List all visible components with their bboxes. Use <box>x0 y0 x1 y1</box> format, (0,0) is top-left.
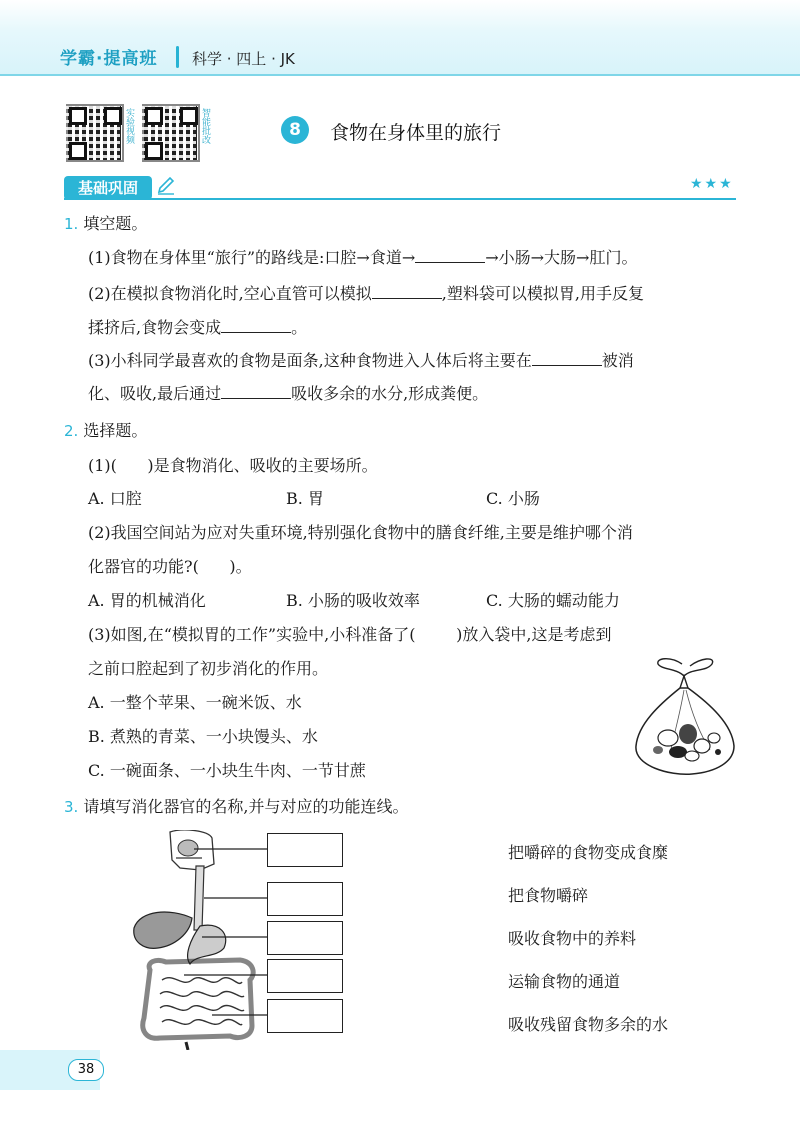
organ-name-box-1[interactable] <box>267 833 343 867</box>
q1-sub2-text-cont: 揉挤后,食物会变成 <box>88 318 222 337</box>
q2-p2-option-c[interactable]: C. 大肠的蠕动能力 <box>486 591 620 610</box>
brand-logo: 学霸·提高班 <box>60 49 158 69</box>
organ-name-box-2[interactable] <box>267 882 343 916</box>
difficulty-stars: ★★★ <box>690 176 734 192</box>
q2-p1-option-c[interactable]: C. 小肠 <box>486 489 540 508</box>
q1-sub2-text-end: 。 <box>291 318 308 337</box>
q1-number: 1. <box>64 215 79 233</box>
lesson-title: 食物在身体里的旅行 <box>330 122 502 144</box>
q2-p3-option-b[interactable]: B. 煮熟的青菜、一小块馒头、水 <box>88 727 318 746</box>
qr-label-grading: 智能批改 <box>200 108 210 144</box>
q1-sub3-text-end: 吸收多余的水分,形成粪便。 <box>291 384 489 403</box>
q2-title: 选择题。 <box>83 421 148 440</box>
q2-p3-stem: (3)如图,在“模拟胃的工作”实验中,小科准备了( )放入袋中,这是考虑到 <box>88 625 612 644</box>
q2-p3-option-a[interactable]: A. 一整个苹果、一碗米饭、水 <box>88 693 302 712</box>
q2-p3-option-c[interactable]: C. 一碗面条、一小块生牛肉、一节甘蔗 <box>88 761 366 780</box>
q2-number: 2. <box>64 422 79 440</box>
q1-sub1-text: (1)食物在身体里“旅行”的路线是:口腔→食道→ <box>88 248 416 267</box>
organ-name-box-4[interactable] <box>267 959 343 993</box>
q2-p2-stem-cont: 化器官的功能?( )。 <box>88 557 252 576</box>
q2-p2-stem: (2)我国空间站为应对失重环境,特别强化食物中的膳食纤维,主要是维护哪个消 <box>88 523 633 542</box>
function-item[interactable]: 运输食物的通道 <box>508 972 621 991</box>
organ-name-box-3[interactable] <box>267 921 343 955</box>
q2-p1-stem: (1)( )是食物消化、吸收的主要场所。 <box>88 456 378 475</box>
function-item[interactable]: 把嚼碎的食物变成食糜 <box>508 843 669 862</box>
subject-label: 科学 · 四上 · JK <box>192 50 295 68</box>
q2-p2-option-b[interactable]: B. 小肠的吸收效率 <box>286 591 420 610</box>
q1-sub3-text-mid: 被消 <box>601 351 634 370</box>
function-item[interactable]: 吸收食物中的养料 <box>508 929 637 948</box>
function-item[interactable]: 吸收残留食物多余的水 <box>508 1015 669 1034</box>
q1-sub3-text-cont: 化、吸收,最后通过 <box>88 384 222 403</box>
q2-p2-option-a[interactable]: A. 胃的机械消化 <box>88 591 206 610</box>
qr-label-video: 实验视频 <box>124 108 134 144</box>
q1-sub1-text-end: →小肠→大肠→肛门。 <box>485 248 638 267</box>
q2-p1-option-b[interactable]: B. 胃 <box>286 489 324 508</box>
q2-p1-option-a[interactable]: A. 口腔 <box>88 489 142 508</box>
q3-number: 3. <box>64 798 79 816</box>
q2-p3-stem-cont: 之前口腔起到了初步消化的作用。 <box>88 659 329 678</box>
lesson-number-badge: 8 <box>281 116 309 144</box>
organ-name-box-5[interactable] <box>267 999 343 1033</box>
q3-title: 请填写消化器官的名称,并与对应的功能连线。 <box>83 797 409 816</box>
function-item[interactable]: 把食物嚼碎 <box>508 886 589 905</box>
section-title: 基础巩固 <box>64 176 152 200</box>
q1-sub2-text-mid: ,塑料袋可以模拟胃,用手反复 <box>441 284 644 303</box>
q1-title: 填空题。 <box>83 214 148 233</box>
page-number: 38 <box>68 1059 104 1081</box>
q1-sub2-text: (2)在模拟食物消化时,空心直管可以模拟 <box>88 284 372 303</box>
q1-sub3-text: (3)小科同学最喜欢的食物是面条,这种食物进入人体后将主要在 <box>88 351 532 370</box>
